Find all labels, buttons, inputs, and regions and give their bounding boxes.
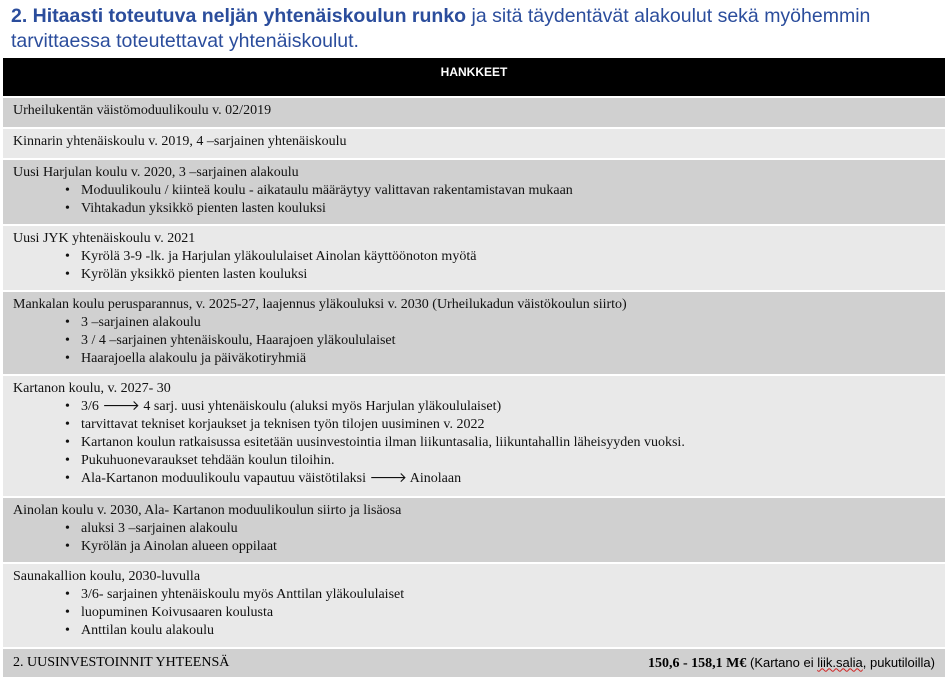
list-item: • Ala-Kartanon moduulikoulu vapautuu väistötilaksi 🡒 Ainolaan (81, 470, 935, 488)
row-title: Uusi JYK yhtenäiskoulu v. 2021 (13, 231, 196, 246)
table-row (3, 562, 945, 647)
title-bold: 2. Hitaasti toteutuva neljän yhtenäiskoulun runko (11, 5, 467, 27)
list-item: • 3 –sarjainen alakoulu (81, 314, 935, 332)
total-note-squig: liik.salia (817, 654, 863, 670)
row-title: Mankalan koulu perusparannus, v. 2025-27, laajennus yläkouluksi v. 2030 (Urheilukadun väistökoulun siirto) (13, 297, 627, 312)
list-item: • Vihtakadun yksikkö pienten lasten kouluksi (81, 200, 935, 218)
bullet-list (13, 586, 935, 640)
total-amount (648, 655, 935, 672)
row-title: Kinnarin yhtenäiskoulu v. 2019, 4 –sarjainen yhtenäiskoulu (13, 134, 347, 149)
total-label: 2. UUSINVESTOINNIT YHTEENSÄ (13, 655, 230, 670)
projects-table (2, 58, 945, 677)
page-title (11, 4, 936, 54)
row-title: Uusi Harjulan koulu v. 2020, 3 –sarjainen alakoulu (13, 165, 299, 180)
table-row (3, 374, 945, 496)
list-item: • Pukuhuonevaraukset tehdään koulun tiloihin. (81, 452, 935, 470)
total-note (746, 655, 935, 670)
row-title: Saunakallion koulu, 2030-luvulla (13, 569, 201, 584)
row-title: Ainolan koulu v. 2030, Ala- Kartanon moduulikoulun siirto ja lisäosa (13, 503, 402, 518)
table-row (3, 290, 945, 374)
table-row (3, 496, 945, 562)
list-item: • 3/6 🡒 4 sarj. uusi yhtenäiskoulu (aluksi myös Harjulan yläkoululaiset) (81, 398, 935, 416)
row-title: Kartanon koulu, v. 2027- 30 (13, 381, 171, 396)
list-item: • 3 / 4 –sarjainen yhtenäiskoulu, Haarajoen yläkoululaiset (81, 332, 935, 350)
bullet-list (13, 182, 935, 218)
list-item: • Kartanon koulun ratkaisussa esitetään uusinvestointia ilman liikuntasalia, liikuntahallin läheisyyden vuoksi. (81, 434, 935, 452)
total-row (3, 647, 945, 677)
list-item: • aluksi 3 –sarjainen alakoulu (81, 520, 935, 538)
list-item: • Kyrölän ja Ainolan alueen oppilaat (81, 538, 935, 556)
bullet-list (13, 520, 935, 556)
total-note-pre: (Kartano ei (746, 654, 818, 670)
list-item: • Haarajoella alakoulu ja päiväkotiryhmiä (81, 350, 935, 368)
table-row (3, 224, 945, 290)
bullet-list (13, 248, 935, 284)
title-rest: ja sitä täydentävät alakoulut sekä myöhemmin tarvittaessa toteutettavat yhtenäiskoulut. (11, 5, 871, 52)
total-amount-value: 150,6 - 158,1 M€ (648, 655, 747, 671)
table-row (3, 96, 945, 127)
list-item: • luopuminen Koivusaaren koulusta (81, 604, 935, 622)
list-item: • 3/6- sarjainen yhtenäiskoulu myös Anttilan yläkoululaiset (81, 586, 935, 604)
list-item: • Kyrölän yksikkö pienten lasten kouluksi (81, 266, 935, 284)
list-item: • Anttilan koulu alakoulu (81, 622, 935, 640)
list-item: • Kyrölä 3-9 -lk. ja Harjulan yläkoululaiset Ainolan käyttöönoton myötä (81, 248, 935, 266)
list-item: • Moduulikoulu / kiinteä koulu - aikataulu määräytyy valittavan rakentamistavan mukaan (81, 182, 935, 200)
bullet-list (13, 398, 935, 488)
row-title: Urheilukentän väistömoduulikoulu v. 02/2019 (13, 103, 272, 118)
total-note-post: , pukutiloilla) (862, 654, 935, 670)
table-header: HANKKEET (3, 58, 945, 96)
list-item: • tarvittavat tekniset korjaukset ja teknisen työn tilojen uusiminen v. 2022 (81, 416, 935, 434)
table-row (3, 158, 945, 224)
bullet-list (13, 314, 935, 368)
table-row (3, 127, 945, 158)
